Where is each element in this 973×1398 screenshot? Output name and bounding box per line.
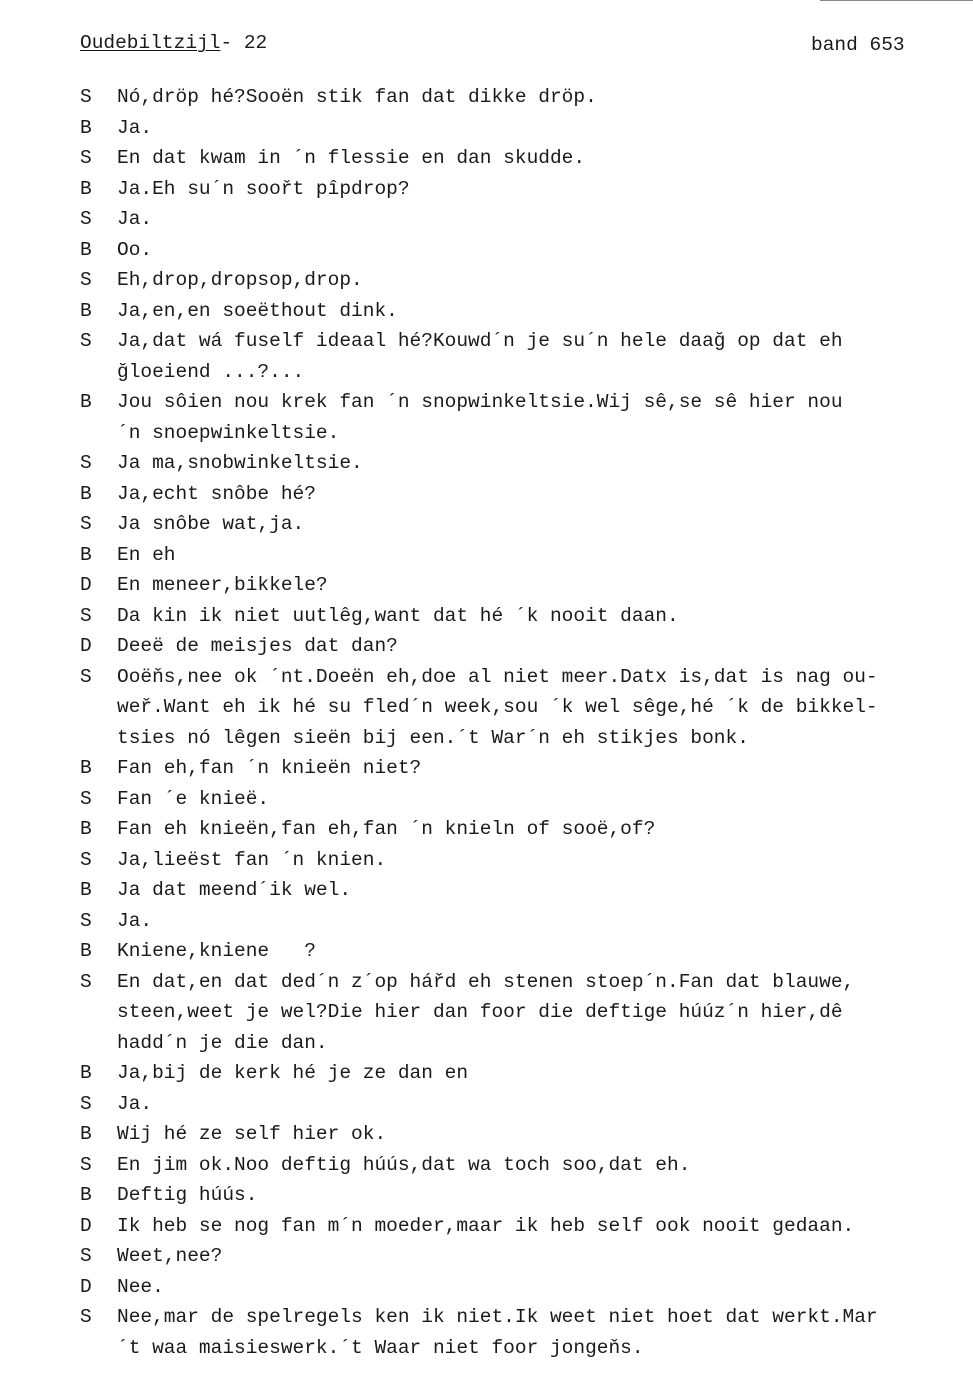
utterance (117, 296, 940, 327)
transcript-turn (80, 1058, 940, 1089)
utterance-line: Ja ma,snobwinkeltsie. (117, 452, 363, 474)
transcript-turn (80, 235, 940, 266)
speaker-label: S (80, 208, 92, 230)
utterance (117, 82, 940, 113)
utterance-line: Deftig húús. (117, 1184, 258, 1206)
transcript-turn (80, 113, 940, 144)
utterance (117, 509, 940, 540)
speaker-label: S (80, 970, 92, 993)
speaker-label: B (80, 482, 92, 505)
speaker-label: D (80, 635, 92, 657)
utterance-line: Weet,nee? (117, 1245, 223, 1267)
transcript-turn (80, 509, 940, 540)
utterance (117, 753, 940, 784)
utterance-line: Ja snôbe wat,ja. (117, 513, 305, 535)
top-rule (820, 0, 973, 1)
utterance (117, 174, 940, 205)
transcript-turn (80, 1150, 940, 1181)
utterance-line: ´n snoepwinkeltsie. (117, 421, 340, 444)
utterance (117, 1180, 940, 1211)
transcript-turn (80, 1119, 940, 1150)
transcript-turn (80, 814, 940, 845)
transcript-turn (80, 1180, 940, 1211)
speaker-label: B (80, 1123, 92, 1145)
utterance-line: Ja,dat wá fuself ideaal hé?Kouwd´n je su´n hele daağ op dat eh (117, 330, 843, 352)
speaker-label: S (80, 269, 92, 291)
utterance (117, 814, 940, 845)
transcript-turn (80, 296, 940, 327)
band-label: band 653 (811, 34, 905, 56)
transcript-turn (80, 601, 940, 632)
utterance-line: Jou sôien nou krek fan ´n snopwinkeltsie.Wij sê,se sê hier nou (117, 391, 843, 413)
utterance-line: En dat kwam in ´n flessie en dan skudde. (117, 147, 586, 169)
utterance-line: Nee,mar de spelregels ken ik niet.Ik weet niet hoet dat werkt.Mar (117, 1306, 878, 1328)
speaker-label: S (80, 1092, 92, 1115)
speaker-label: D (80, 574, 92, 596)
utterance (117, 875, 940, 906)
utterance (117, 265, 940, 296)
transcript-turn (80, 143, 940, 174)
utterance-line: Da kin ik niet uutlêg,want dat hé ´k nooit daan. (117, 604, 679, 627)
utterance-line: Deeë de meisjes dat dan? (117, 635, 398, 657)
speaker-label: B (80, 177, 92, 200)
speaker-label: B (80, 940, 92, 962)
speaker-label: S (80, 86, 92, 108)
utterance-line: Wij hé ze self hier ok. (117, 1123, 387, 1145)
transcript-turn (80, 1272, 940, 1303)
utterance (117, 540, 940, 571)
utterance (117, 326, 940, 387)
speaker-label: B (80, 818, 92, 840)
utterance-line: En eh (117, 543, 176, 566)
utterance (117, 936, 940, 967)
utterance-line: Ja,en,en soeëthout dink. (117, 299, 398, 322)
utterance (117, 662, 940, 754)
utterance-line: Eh,drop,dropsop,drop. (117, 269, 363, 291)
utterance (117, 479, 940, 510)
utterance (117, 143, 940, 174)
utterance (117, 845, 940, 876)
speaker-label: S (80, 1306, 92, 1328)
speaker-label: S (80, 330, 92, 352)
utterance (117, 448, 940, 479)
transcript-turn (80, 174, 940, 205)
utterance (117, 1150, 940, 1181)
utterance-line: Kniene,kniene ? (117, 940, 316, 962)
transcript-turn (80, 906, 940, 937)
speaker-label: D (80, 1214, 92, 1237)
utterance-line: Ja. (117, 909, 153, 932)
transcript-turn (80, 662, 940, 754)
utterance (117, 601, 940, 632)
speaker-label: S (80, 1153, 92, 1176)
speaker-label: S (80, 452, 92, 474)
utterance-line: Nee. (117, 1275, 164, 1298)
utterance-line: Ja,bij de kerk hé je ze dan en (117, 1062, 469, 1084)
utterance-line: En jim ok.Noo deftig húús,dat wa toch soo,dat eh. (117, 1153, 691, 1176)
utterance-line: Ja. (117, 208, 153, 230)
transcript-turn (80, 540, 940, 571)
utterance-line: Ja,echt snôbe hé? (117, 482, 316, 505)
utterance-line: En meneer,bikkele? (117, 574, 328, 596)
transcript-turn (80, 967, 940, 1059)
transcript-body (80, 82, 940, 1363)
speaker-label: S (80, 513, 92, 535)
transcript-turn (80, 387, 940, 448)
utterance-line: Fan ´e knieë. (117, 787, 270, 810)
speaker-label: S (80, 604, 92, 627)
utterance-line: Ja. (117, 116, 153, 139)
transcript-turn (80, 570, 940, 601)
utterance (117, 204, 940, 235)
speaker-label: B (80, 238, 92, 261)
utterance-line: tsies nó lêgen sieën bij een.´t War´n eh stikjes bonk. (117, 726, 749, 749)
transcript-turn (80, 753, 940, 784)
speaker-label: B (80, 879, 92, 901)
utterance (117, 906, 940, 937)
utterance-line: steen,weet je wel?Die hier dan foor die deftige húúz´n hier,dê (117, 1001, 843, 1023)
utterance-line: weř.Want eh ik hé su fled´n week,sou ´k wel sêge,hé ´k de bikkel- (117, 696, 878, 718)
transcript-turn (80, 875, 940, 906)
utterance-line: ğloeiend ...?... (117, 360, 305, 383)
transcript-turn (80, 1241, 940, 1272)
utterance (117, 1241, 940, 1272)
page-header-left (80, 30, 267, 56)
utterance (117, 1058, 940, 1089)
utterance (117, 570, 940, 601)
utterance-line: Fan eh knieën,fan eh,fan ´n knieln of sooë,of? (117, 818, 656, 840)
speaker-label: S (80, 147, 92, 169)
transcript-turn (80, 845, 940, 876)
utterance (117, 1211, 940, 1242)
utterance-line: hadd´n je die dan. (117, 1031, 328, 1054)
transcript-turn (80, 631, 940, 662)
utterance (117, 1119, 940, 1150)
utterance-line: Ja.Eh su´n soořt pîpdrop? (117, 177, 410, 200)
utterance-line: En dat,en dat ded´n z´op hářd eh stenen stoep´n.Fan dat blauwe, (117, 970, 855, 993)
utterance-line: Ja. (117, 1092, 153, 1115)
speaker-label: B (80, 543, 92, 566)
speaker-label: D (80, 1275, 92, 1298)
utterance-line: Ik heb se nog fan m´n moeder,maar ik heb self ook nooit gedaan. (117, 1214, 855, 1237)
speaker-label: S (80, 848, 92, 871)
utterance (117, 113, 940, 144)
transcript-turn (80, 326, 940, 387)
speaker-label: B (80, 116, 92, 139)
utterance-line: Fan eh,fan ´n knieën niet? (117, 757, 422, 779)
transcript-turn (80, 265, 940, 296)
speaker-label: S (80, 1245, 92, 1267)
speaker-label: S (80, 909, 92, 932)
page-number: - 22 (220, 32, 268, 54)
transcript-turn (80, 479, 940, 510)
utterance (117, 235, 940, 266)
transcript-turn (80, 1211, 940, 1242)
transcript-turn (80, 1089, 940, 1120)
speaker-label: S (80, 787, 92, 810)
place-name: Oudebiltzijl (80, 32, 221, 54)
utterance-line: Nó,dröp hé?Sooën stik fan dat dikke dröp. (117, 86, 597, 108)
speaker-label: B (80, 391, 92, 413)
transcript-turn (80, 1302, 940, 1363)
transcript-turn (80, 82, 940, 113)
speaker-label: B (80, 757, 92, 779)
speaker-label: B (80, 299, 92, 322)
utterance (117, 1272, 940, 1303)
speaker-label: B (80, 1062, 92, 1084)
utterance (117, 1302, 940, 1363)
utterance-line: Oo. (117, 238, 153, 261)
speaker-label: S (80, 665, 92, 688)
speaker-label: B (80, 1184, 92, 1206)
utterance (117, 784, 940, 815)
transcript-turn (80, 784, 940, 815)
transcript-turn (80, 448, 940, 479)
transcript-turn (80, 204, 940, 235)
utterance (117, 1089, 940, 1120)
utterance-line: Ooëňs,nee ok ´nt.Doeën eh,doe al niet meer.Datx is,dat is nag ou- (117, 665, 878, 688)
utterance (117, 967, 940, 1059)
utterance-line: ´t waa maisieswerk.´t Waar niet foor jongeňs. (117, 1336, 644, 1359)
utterance (117, 631, 940, 662)
utterance-line: Ja dat meend´ik wel. (117, 879, 352, 901)
utterance-line: Ja,lieëst fan ´n knien. (117, 848, 387, 871)
utterance (117, 387, 940, 448)
transcript-turn (80, 936, 940, 967)
